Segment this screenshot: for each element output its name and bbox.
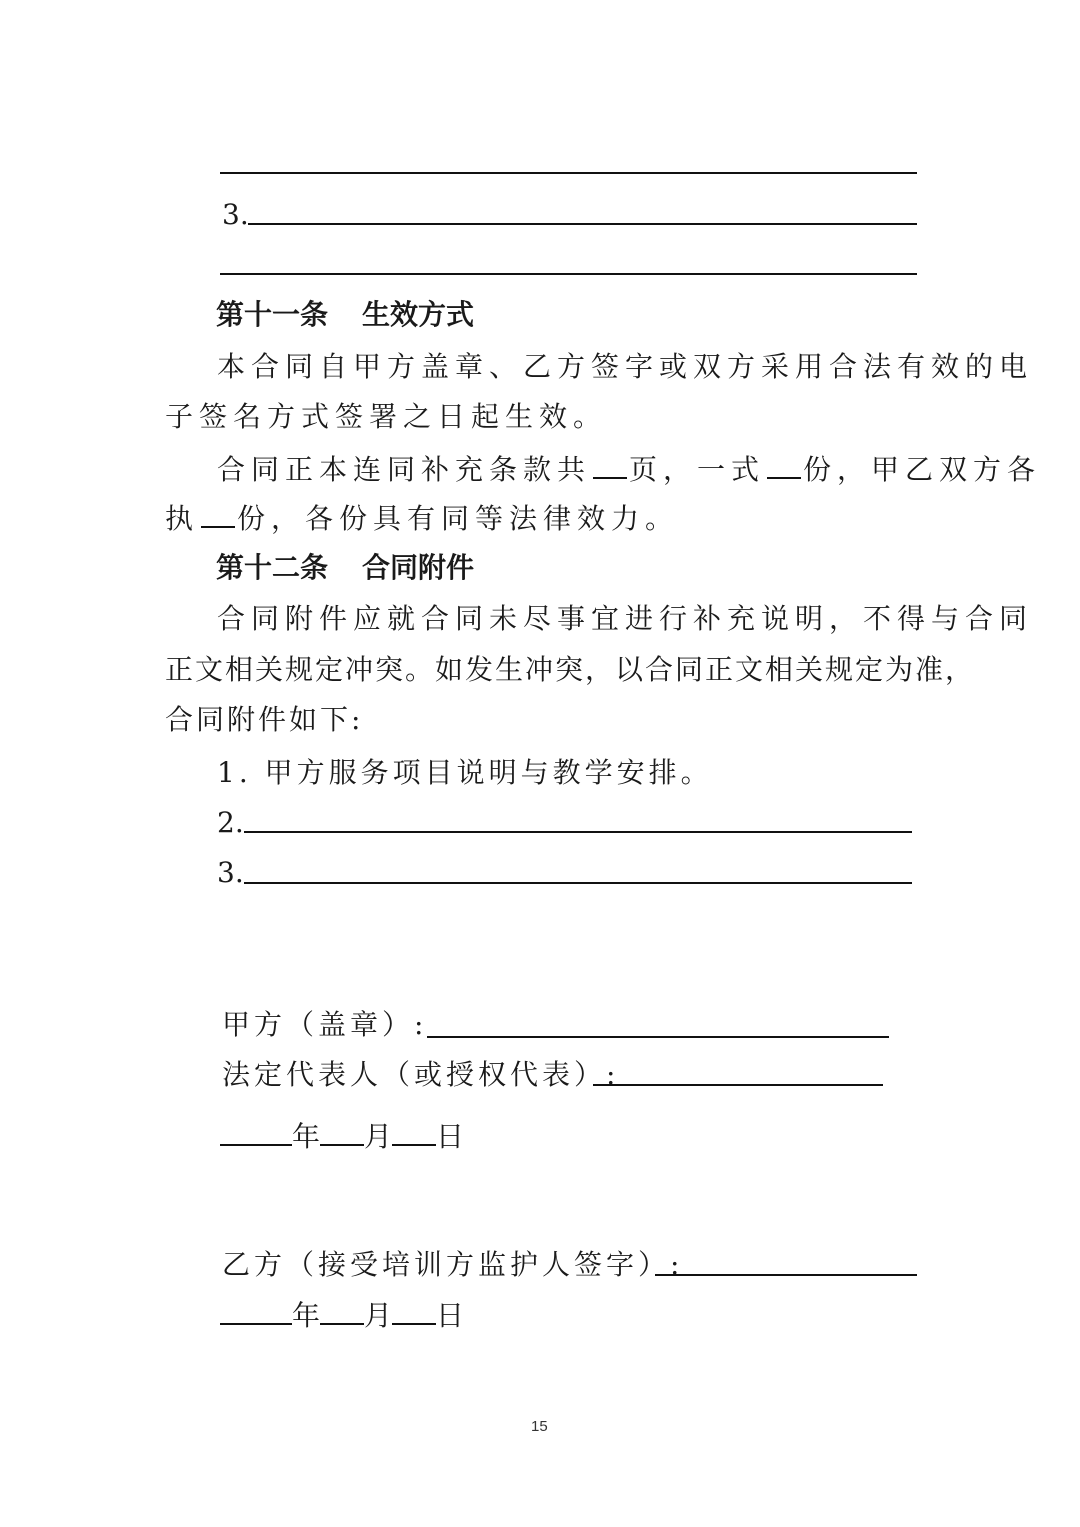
day-label: 日 bbox=[436, 1299, 465, 1332]
paragraph-line: 执 份，各份具有同等法律效力。 bbox=[165, 502, 680, 535]
paragraph-line: 正文相关规定冲突。如发生冲突，以合同正文相关规定为准， bbox=[165, 653, 976, 686]
blank-line-top-item3[interactable] bbox=[248, 223, 917, 225]
party-a-year-blank[interactable] bbox=[220, 1118, 292, 1146]
paragraph-line: 本合同自甲方盖章、乙方签字或双方采用合法有效的电 bbox=[217, 350, 1034, 383]
paragraph-line: 合同附件如下: bbox=[165, 703, 364, 736]
legal-rep-blank[interactable] bbox=[593, 1084, 883, 1086]
article-11-title: 生效方式 bbox=[362, 298, 475, 331]
legal-rep-label: 法定代表人（或授权代表）: bbox=[222, 1058, 620, 1091]
article-12-heading bbox=[216, 551, 474, 585]
article-12-number: 第十二条 bbox=[216, 551, 329, 584]
article-11-heading bbox=[216, 298, 474, 332]
party-a-date bbox=[220, 1118, 464, 1154]
copy-count-blank[interactable] bbox=[767, 451, 801, 479]
party-a-month-blank[interactable] bbox=[320, 1118, 364, 1146]
attachment-item-1: 1. 甲方服务项目说明与教学安排。 bbox=[217, 756, 713, 789]
attachment-item-3-blank[interactable] bbox=[244, 882, 912, 884]
page-number: 15 bbox=[531, 1418, 548, 1435]
day-label: 日 bbox=[436, 1120, 465, 1153]
party-b-day-blank[interactable] bbox=[392, 1297, 436, 1325]
page-count-blank[interactable] bbox=[593, 451, 627, 479]
year-label: 年 bbox=[292, 1120, 321, 1153]
blank-line-top-2[interactable] bbox=[220, 273, 917, 275]
paragraph-line: 合同正本连同补充条款共 页，一式 份，甲乙双方各 bbox=[217, 453, 1042, 486]
attachment-item-3-number: 3. bbox=[217, 856, 244, 889]
month-label: 月 bbox=[364, 1299, 393, 1332]
party-b-year-blank[interactable] bbox=[220, 1297, 292, 1325]
blank-line-top-1[interactable] bbox=[220, 172, 917, 174]
party-a-seal-label: 甲方（盖章）: bbox=[222, 1008, 428, 1041]
party-b-month-blank[interactable] bbox=[320, 1297, 364, 1325]
each-party-copies-blank[interactable] bbox=[201, 500, 235, 528]
list-item-number: 3. bbox=[222, 198, 249, 231]
party-a-seal-blank[interactable] bbox=[427, 1036, 889, 1038]
article-12-title: 合同附件 bbox=[362, 551, 475, 584]
paragraph-line: 子签名方式签署之日起生效。 bbox=[165, 400, 608, 433]
month-label: 月 bbox=[364, 1120, 393, 1153]
party-b-signature-blank[interactable] bbox=[655, 1274, 917, 1276]
attachment-item-2-number: 2. bbox=[217, 806, 244, 839]
attachment-item-2-blank[interactable] bbox=[244, 831, 912, 833]
party-b-date bbox=[220, 1297, 464, 1333]
paragraph-line: 合同附件应就合同未尽事宜进行补充说明，不得与合同 bbox=[217, 602, 1034, 635]
year-label: 年 bbox=[292, 1299, 321, 1332]
article-11-number: 第十一条 bbox=[216, 298, 329, 331]
party-a-day-blank[interactable] bbox=[392, 1118, 436, 1146]
party-b-signature-label: 乙方（接受培训方监护人签字）: bbox=[222, 1248, 684, 1281]
